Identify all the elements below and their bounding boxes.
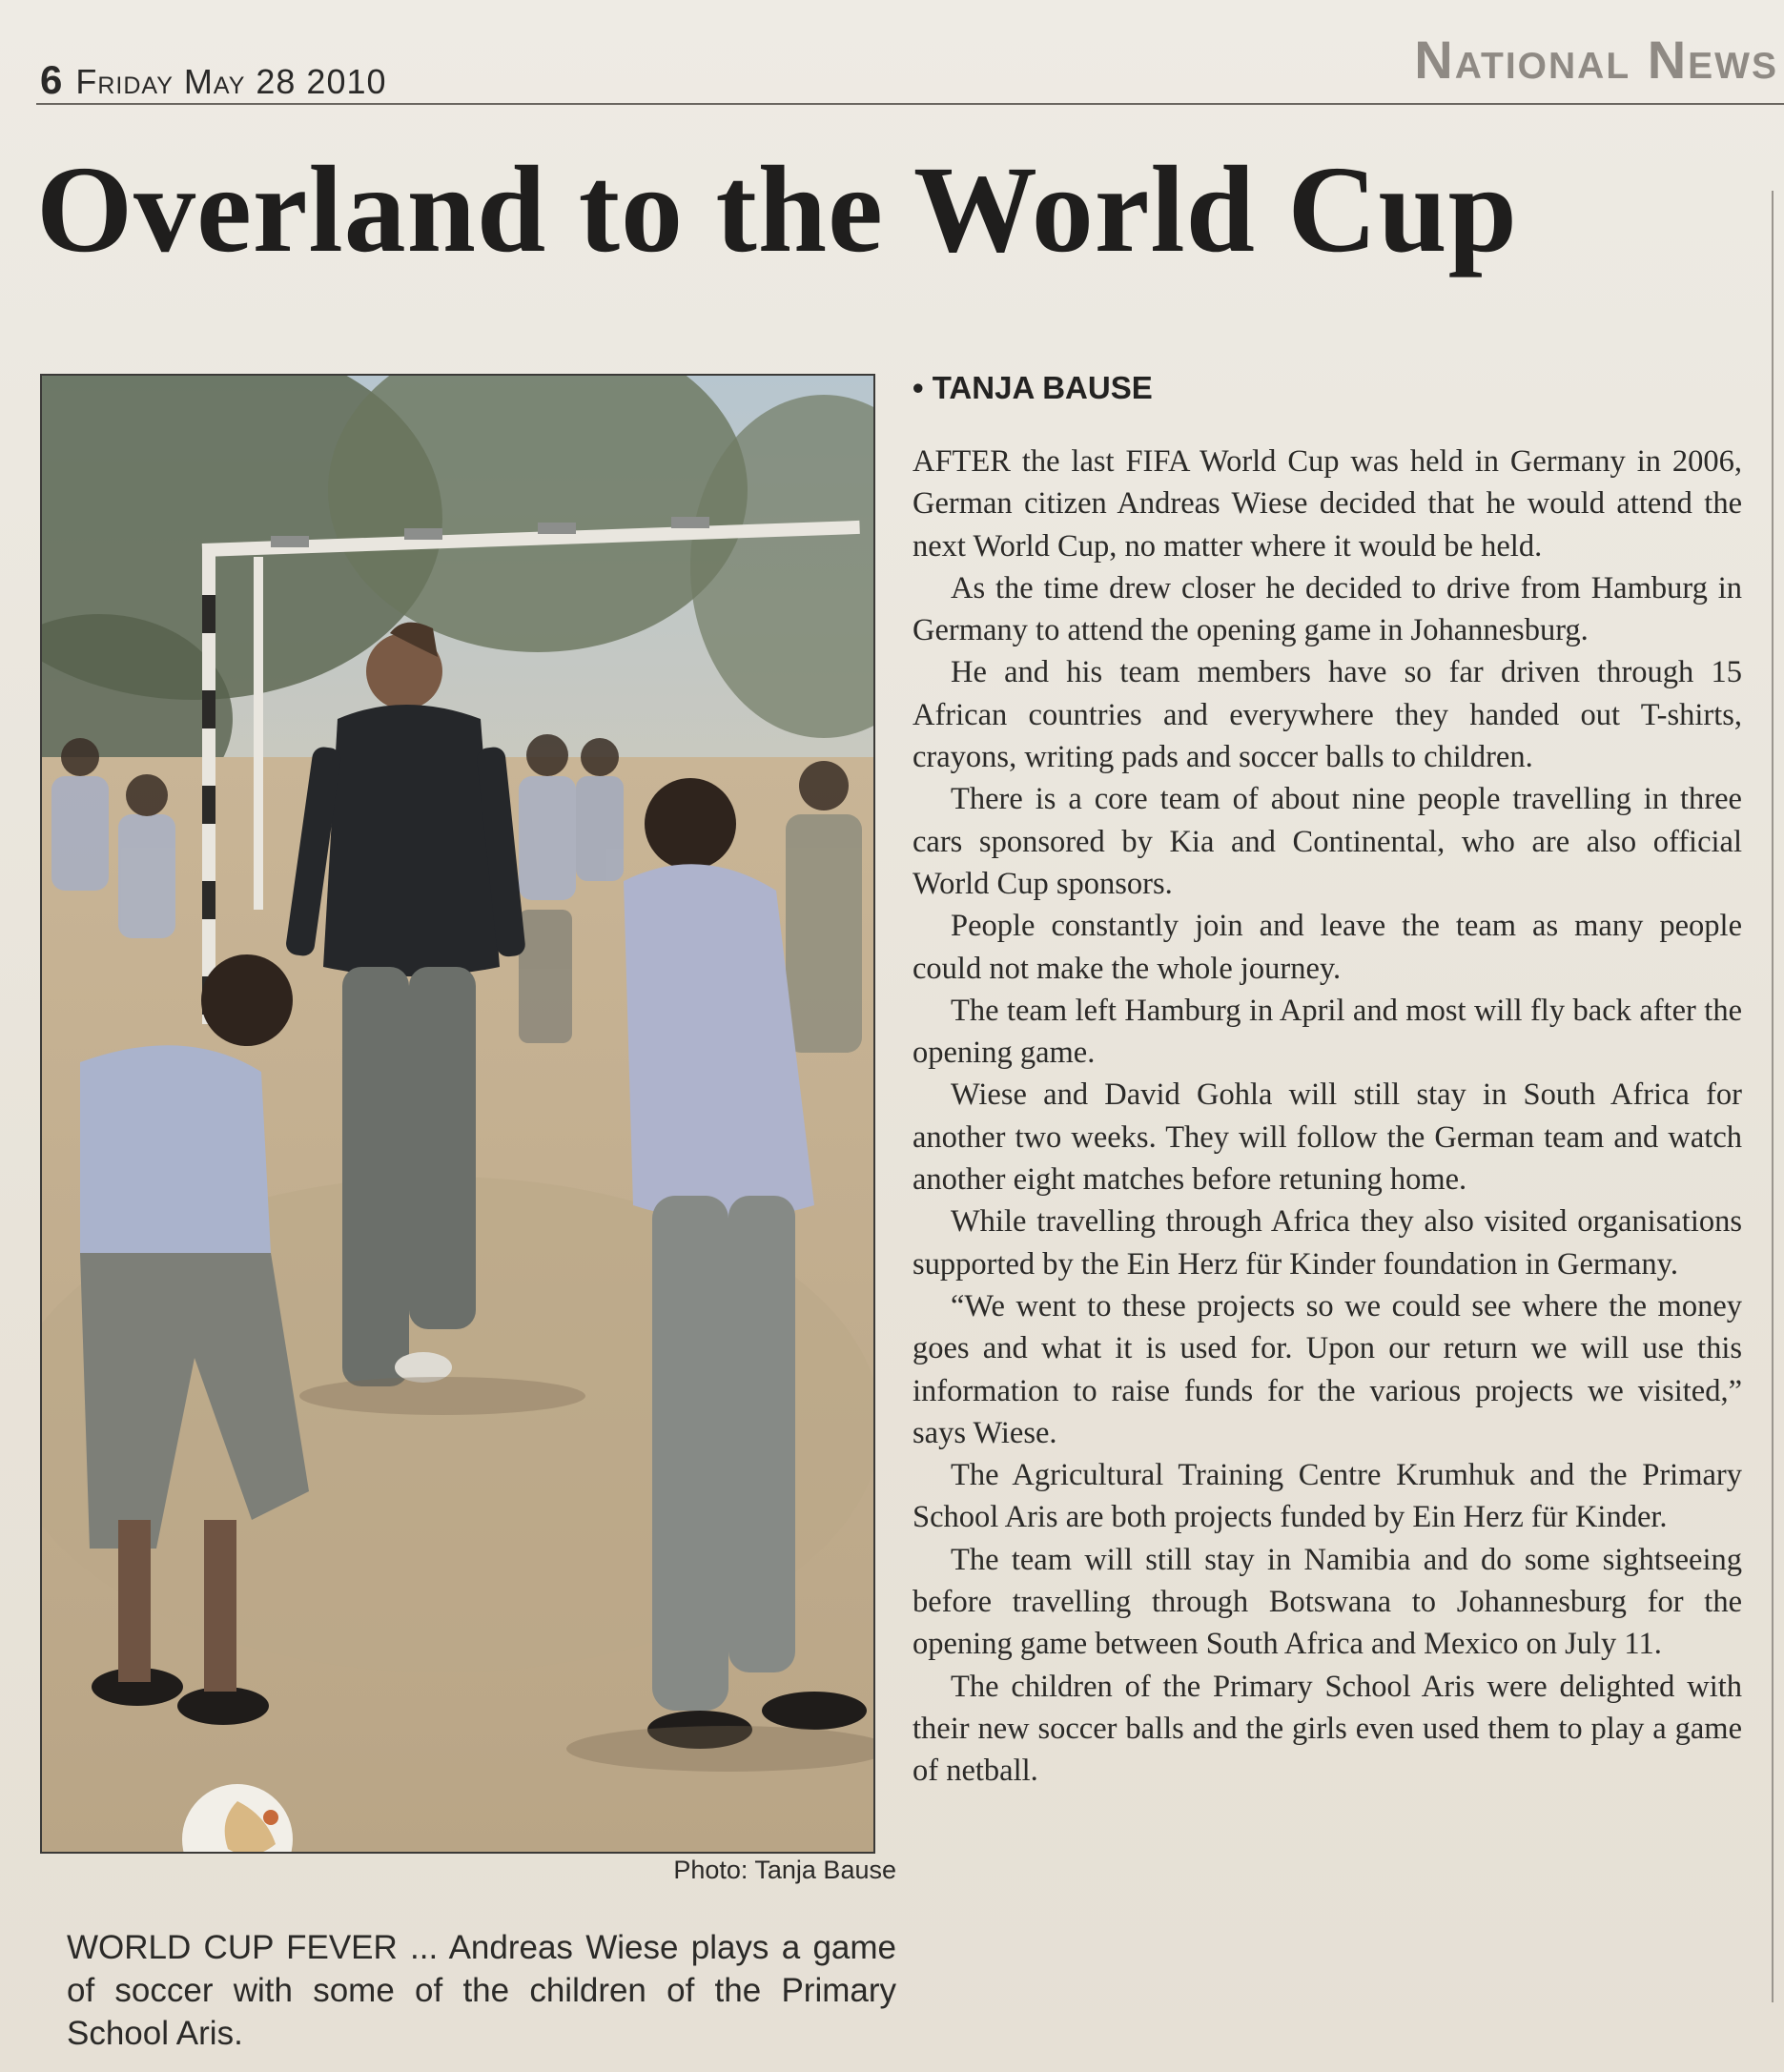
page-number: 6 bbox=[40, 57, 63, 102]
article-paragraph: He and his team members have so far driven through 15 African countries and everywhere they handed out T-shirts, crayons, writing pads and soccer balls to children. bbox=[913, 655, 1742, 775]
article-paragraph: There is a core team of about nine people travelling in three cars sponsored by Kia and Continental, who are also official World Cup sponsors. bbox=[913, 782, 1742, 901]
article-paragraph: AFTER the last FIFA World Cup was held in Germany in 2006, German citizen Andreas Wiese decided that he would attend the next World Cup, no matter where it would be held. bbox=[913, 444, 1742, 564]
section-name: National News bbox=[1414, 30, 1778, 90]
article-paragraph: Wiese and David Gohla will still stay in South Africa for another two weeks. They will follow the German team and watch another eight matches before retuning home. bbox=[913, 1077, 1742, 1198]
article-paragraph: The team left Hamburg in April and most will fly back after the opening game. bbox=[913, 993, 1742, 1071]
page-header-left bbox=[40, 57, 387, 103]
article-paragraph: People constantly join and leave the team as many people could not make the whole journey. bbox=[913, 909, 1742, 986]
photo-caption: WORLD CUP FEVER ... Andreas Wiese plays a game of soccer with some of the children of the Primary School Aris. bbox=[67, 1929, 896, 2052]
article-paragraph: While travelling through Africa they also visited organisations supported by the Ein Herz für Kinder foundation in Germany. bbox=[913, 1204, 1742, 1282]
article-paragraph: The team will still stay in Namibia and do some sightseeing before travelling through Botswana to Johannesburg for the opening game between South Africa and Mexico on July 11. bbox=[913, 1542, 1742, 1662]
article-body bbox=[913, 441, 1742, 1793]
photo-shadow bbox=[299, 1377, 585, 1415]
photo-credit: Photo: Tanja Bause bbox=[673, 1856, 896, 1884]
article-paragraph: The children of the Primary School Aris were delighted with their new soccer balls and the girls even used them to play a game of netball. bbox=[913, 1669, 1742, 1789]
article-paragraph: “We went to these projects so we could see where the money goes and what it is used for. Upon our return we will use this information to raise funds for the various projects we visited,” says Wiese. bbox=[913, 1288, 1742, 1450]
byline: • TANJA BAUSE bbox=[913, 370, 1153, 405]
article-paragraph: The Agricultural Training Centre Krumhuk and the Primary School Aris are both projects funded by Ein Herz für Kinder. bbox=[913, 1458, 1742, 1535]
headline: Overland to the World Cup bbox=[36, 141, 1518, 278]
column-rule bbox=[1772, 191, 1774, 2002]
article-photo bbox=[40, 374, 875, 1854]
issue-date: Friday May 28 2010 bbox=[75, 62, 387, 101]
header-divider bbox=[36, 103, 1784, 105]
article-paragraph: As the time drew closer he decided to drive from Hamburg in Germany to attend the opening game in Johannesburg. bbox=[913, 570, 1742, 648]
